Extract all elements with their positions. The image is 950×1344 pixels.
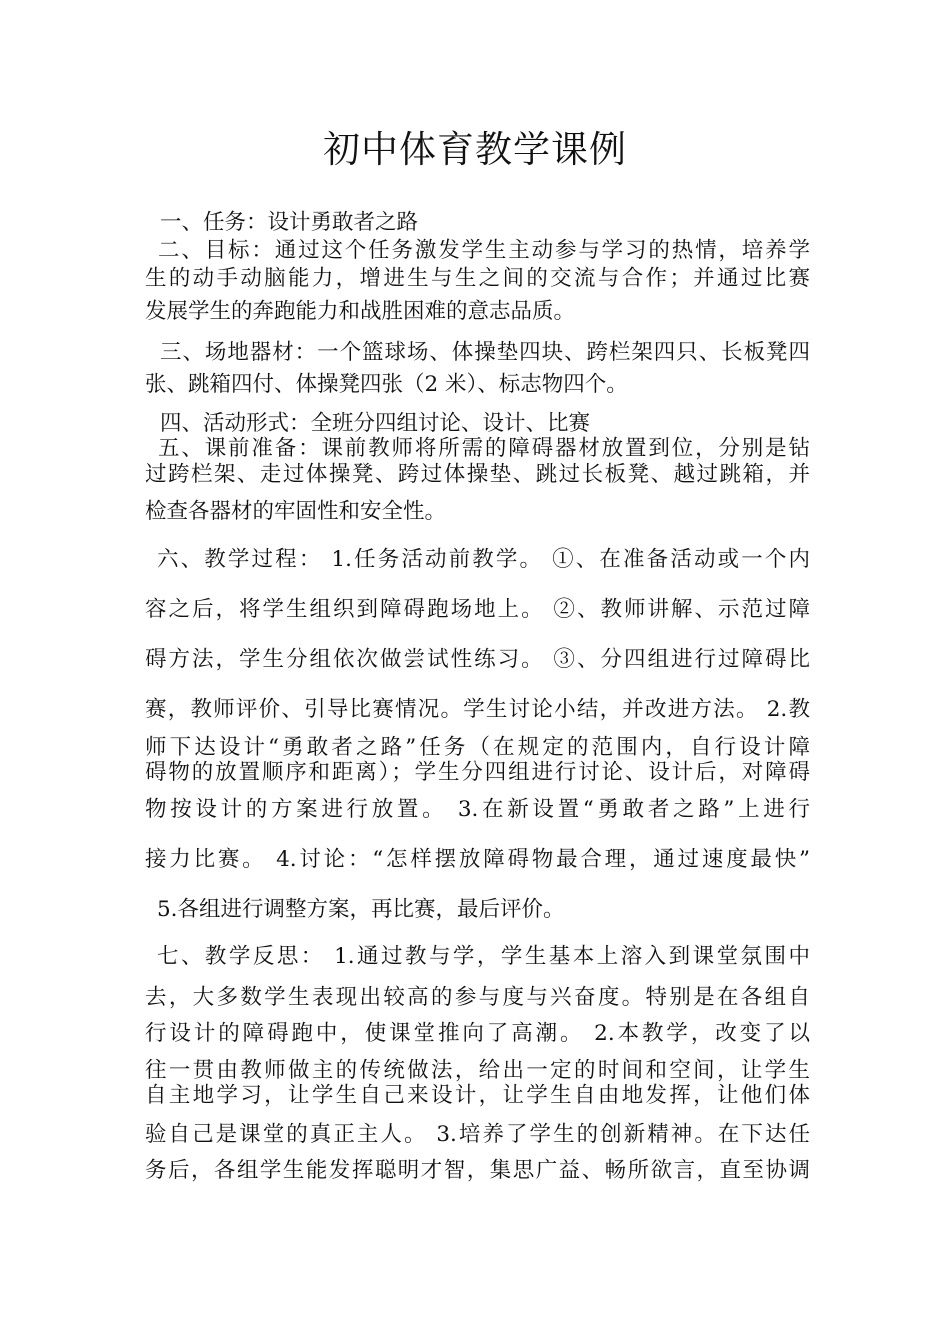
section-equipment-line-2: 张、跳箱四付、体操凳四张（2 米）、标志物四个。 <box>145 372 628 397</box>
section-reflection-line-7: 务后，各组学生能发挥聪明才智，集思广益、畅所欲言，直至协调 <box>145 1158 810 1183</box>
section-goal-line-3: 发展学生的奔跑能力和战胜困难的意志品质。 <box>145 299 576 324</box>
section-reflection-line-2: 去，大多数学生表现出较高的参与度与兴奋度。特别是在各组自 <box>145 985 810 1010</box>
section-task: 一、任务：设计勇敢者之路 <box>160 210 419 235</box>
section-reflection-line-6: 验自己是课堂的真正主人。 3.培养了学生的创新精神。在下达任 <box>145 1122 810 1147</box>
section-reflection-line-4: 往一贯由教师做主的传统做法，给出一定的时间和空间，让学生 <box>145 1058 810 1083</box>
section-goal-line-2: 生的动手动脑能力，增进生与生之间的交流与合作；并通过比赛 <box>145 266 810 291</box>
section-equipment-line-1: 三、场地器材：一个篮球场、体操垫四块、跨栏架四只、长板凳四 <box>160 340 810 365</box>
section-process-line-5: 师下达设计“勇敢者之路”任务（在规定的范围内，自行设计障 <box>145 735 810 760</box>
section-preparation-line-2: 过跨栏架、走过体操凳、跨过体操垫、跳过长板凳、越过跳箱，并 <box>145 462 810 487</box>
section-preparation-line-3: 检查各器材的牢固性和安全性。 <box>145 499 447 524</box>
section-activity-form: 四、活动形式：全班分四组讨论、设计、比赛 <box>160 411 591 436</box>
section-reflection-line-1: 七、教学反思： 1.通过教与学，学生基本上溶入到课堂氛围中 <box>157 944 810 969</box>
section-reflection-line-3: 行设计的障碍跑中，使课堂推向了高潮。 2.本教学，改变了以 <box>145 1021 810 1046</box>
section-process-line-3: 碍方法，学生分组依次做尝试性练习。 ③、分四组进行过障碍比 <box>145 647 810 672</box>
document-title: 初中体育教学课例 <box>323 128 627 171</box>
section-preparation-line-1: 五、课前准备：课前教师将所需的障碍器材放置到位，分别是钻 <box>158 436 810 461</box>
section-process-line-1: 六、教学过程： 1.任务活动前教学。 ①、在准备活动或一个内 <box>157 547 810 572</box>
section-reflection-line-5: 自主地学习，让学生自己来设计，让学生自由地发挥，让他们体 <box>145 1083 810 1108</box>
section-process-line-6: 碍物的放置顺序和距离）；学生分四组进行讨论、设计后，对障碍 <box>145 760 810 785</box>
section-goal-line-1: 二、目标：通过这个任务激发学生主动参与学习的热情，培养学 <box>158 238 810 263</box>
section-process-line-2: 容之后，将学生组织到障碍跑场地上。 ②、教师讲解、示范过障 <box>145 597 810 622</box>
section-process-line-4: 赛，教师评价、引导比赛情况。学生讨论小结，并改进方法。 2.教 <box>145 697 810 722</box>
section-process-line-9: 5.各组进行调整方案，再比赛，最后评价。 <box>157 897 565 922</box>
section-process-line-7: 物按设计的方案进行放置。 3.在新设置“勇敢者之路”上进行 <box>145 797 810 822</box>
section-process-line-8: 接力比赛。 4.讨论：“怎样摆放障碍物最合理，通过速度最快” <box>145 847 810 872</box>
